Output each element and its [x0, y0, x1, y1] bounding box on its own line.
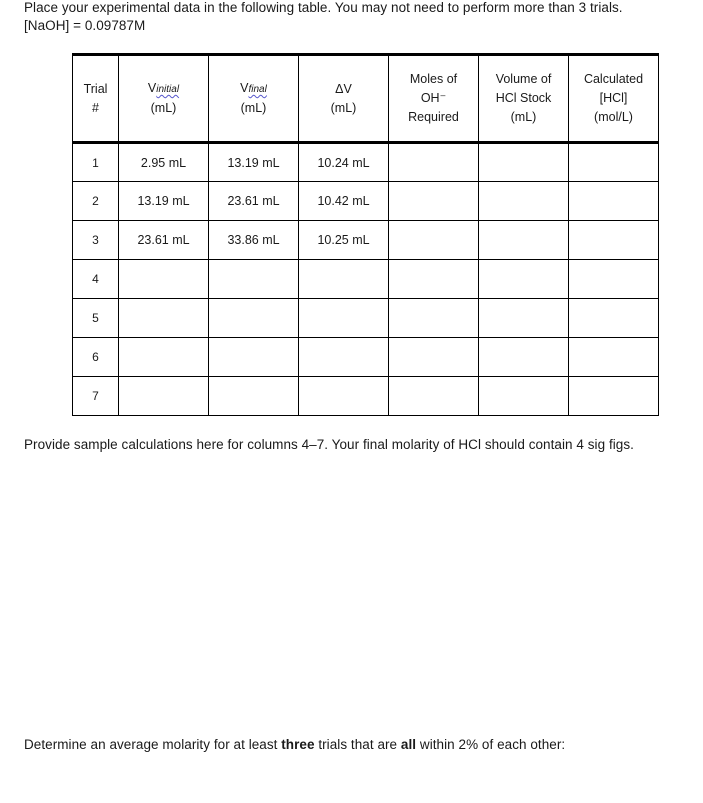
table-row [73, 221, 659, 260]
cell-calc-hcl [569, 377, 659, 416]
cell-moles-oh [389, 143, 479, 182]
table-row [73, 377, 659, 416]
table-header-row [73, 55, 659, 143]
cell-v-final [209, 377, 299, 416]
cell-v-final: 23.61 mL [209, 182, 299, 221]
header-volume-hcl-line-2: HCl Stock [495, 91, 552, 105]
cell-moles-oh [389, 338, 479, 377]
header-delta-v [299, 55, 389, 143]
cell-v-initial [119, 338, 209, 377]
cell-v-initial: 2.95 mL [119, 143, 209, 182]
header-v-initial-sub: initial [156, 84, 180, 95]
table-row [73, 260, 659, 299]
header-delta-v-line-1: ΔV [335, 81, 352, 96]
cell-moles-oh [389, 377, 479, 416]
cell-trial: 6 [73, 338, 119, 377]
header-v-initial [119, 55, 209, 143]
avg-prompt-part-1: Determine an average molarity for at least [24, 737, 282, 752]
cell-volume-hcl [479, 221, 569, 260]
cell-moles-oh [389, 182, 479, 221]
cell-volume-hcl [479, 260, 569, 299]
avg-prompt-part-3: within 2% of each other: [416, 737, 566, 752]
average-molarity-prompt [24, 737, 565, 752]
cell-volume-hcl [479, 299, 569, 338]
header-moles-oh-line-2: OH⁻ [420, 91, 447, 105]
cell-calc-hcl [569, 338, 659, 377]
avg-prompt-part-2: trials that are [314, 737, 401, 752]
cell-calc-hcl [569, 143, 659, 182]
cell-delta-v: 10.24 mL [299, 143, 389, 182]
cell-trial: 5 [73, 299, 119, 338]
header-v-initial-symbol [119, 79, 208, 99]
cell-volume-hcl [479, 182, 569, 221]
cell-trial: 1 [73, 143, 119, 182]
header-trial [73, 55, 119, 143]
cell-calc-hcl [569, 182, 659, 221]
cell-v-initial: 13.19 mL [119, 182, 209, 221]
table-row [73, 338, 659, 377]
cell-v-initial: 23.61 mL [119, 221, 209, 260]
cell-volume-hcl [479, 338, 569, 377]
cell-v-initial [119, 260, 209, 299]
header-calc-hcl-line-3: (mol/L) [594, 110, 633, 124]
cell-v-final: 33.86 mL [209, 221, 299, 260]
table-row [73, 182, 659, 221]
header-moles-oh [389, 55, 479, 143]
header-v-initial-v: V [147, 81, 157, 95]
cell-volume-hcl [479, 377, 569, 416]
header-v-final [209, 55, 299, 143]
header-volume-hcl-line-1: Volume of [495, 72, 552, 86]
avg-prompt-bold-three: three [281, 737, 315, 752]
cell-v-initial [119, 377, 209, 416]
header-v-final-sub: final [248, 84, 267, 95]
cell-v-final: 13.19 mL [209, 143, 299, 182]
table-row [73, 299, 659, 338]
avg-prompt-bold-all: all [400, 737, 417, 752]
naoh-concentration: [NaOH] = 0.09787M [24, 18, 146, 33]
header-v-initial-unit: (mL) [150, 101, 177, 115]
data-table [72, 53, 659, 416]
cell-delta-v: 10.42 mL [299, 182, 389, 221]
header-trial-line-2: # [92, 100, 99, 115]
header-calc-hcl-line-1: Calculated [583, 72, 644, 86]
instructions-line-1: Place your experimental data in the following table. You may not need to perform more than 3 trials. [24, 0, 623, 15]
header-v-final-symbol [209, 79, 298, 99]
cell-trial: 7 [73, 377, 119, 416]
cell-moles-oh [389, 221, 479, 260]
header-calc-hcl [569, 55, 659, 143]
header-moles-oh-line-1: Moles of [409, 72, 458, 86]
cell-v-final [209, 260, 299, 299]
header-calc-hcl-line-2: [HCl] [599, 91, 628, 105]
header-moles-oh-line-3: Required [408, 110, 459, 124]
cell-delta-v: 10.25 mL [299, 221, 389, 260]
header-v-final-v: V [240, 81, 249, 95]
cell-moles-oh [389, 260, 479, 299]
cell-volume-hcl [479, 143, 569, 182]
cell-v-initial [119, 299, 209, 338]
sample-calculations-prompt: Provide sample calculations here for columns 4–7. Your final molarity of HCl should contain 4 sig figs. [24, 437, 634, 452]
cell-v-final [209, 338, 299, 377]
cell-delta-v [299, 338, 389, 377]
table-row [73, 143, 659, 182]
cell-trial: 3 [73, 221, 119, 260]
header-volume-hcl [479, 55, 569, 143]
header-v-final-unit: (mL) [240, 101, 267, 115]
cell-calc-hcl [569, 299, 659, 338]
header-volume-hcl-line-3: (mL) [510, 110, 537, 124]
cell-delta-v [299, 260, 389, 299]
cell-delta-v [299, 377, 389, 416]
header-trial-line-1: Trial [83, 81, 108, 96]
header-delta-v-line-2: (mL) [330, 100, 357, 115]
cell-moles-oh [389, 299, 479, 338]
cell-calc-hcl [569, 221, 659, 260]
cell-v-final [209, 299, 299, 338]
cell-trial: 2 [73, 182, 119, 221]
cell-delta-v [299, 299, 389, 338]
cell-calc-hcl [569, 260, 659, 299]
cell-trial: 4 [73, 260, 119, 299]
